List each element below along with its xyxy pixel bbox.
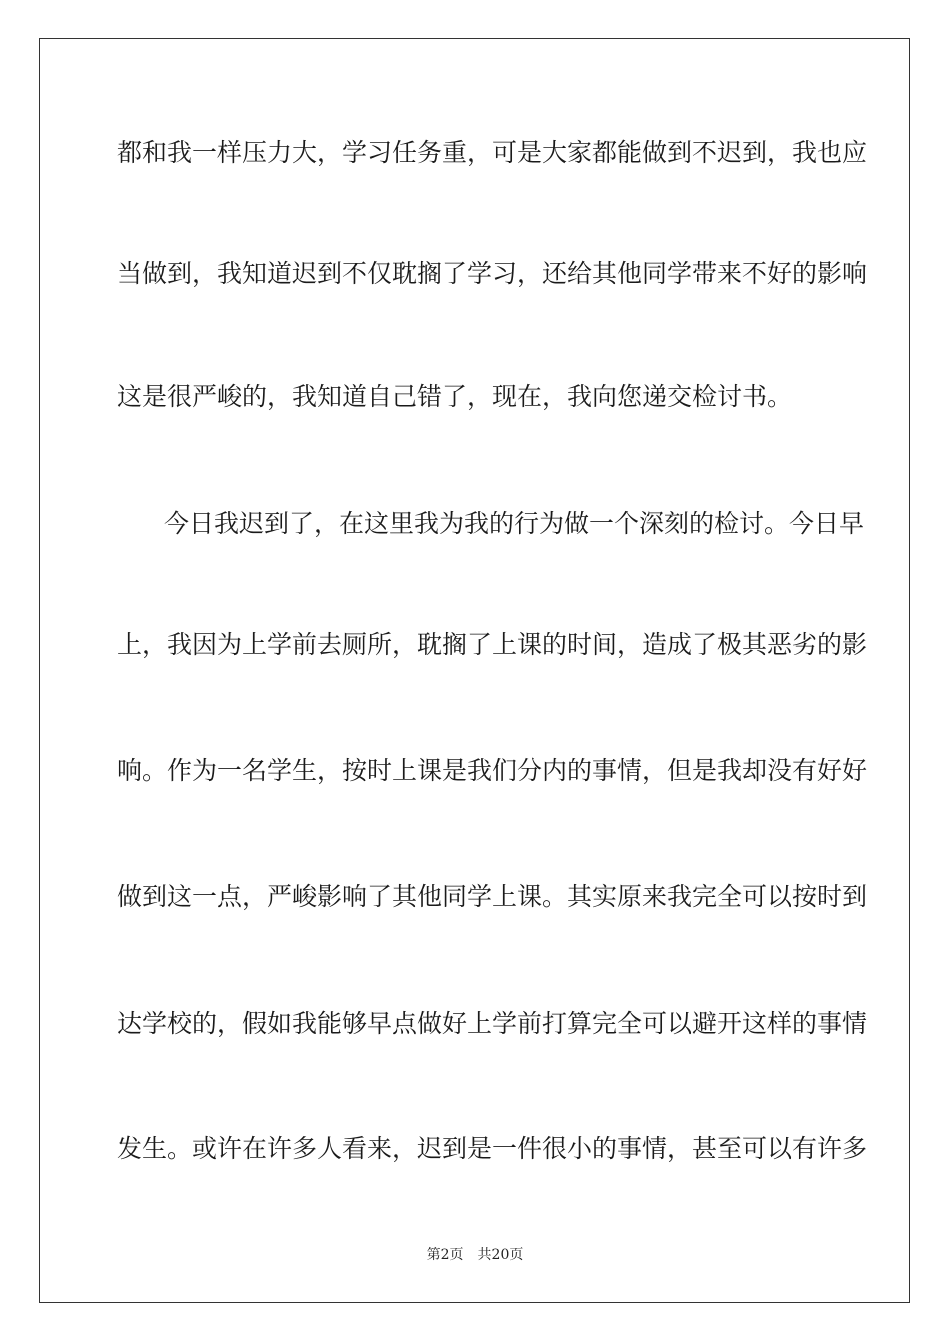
paragraph-first-line: 今日我迟到了，在这里我为我的行为做一个深刻的检讨。今日早 [164, 509, 865, 538]
body-text-line: 做到这一点，严峻影响了其他同学上课。其实原来我完全可以按时到 [117, 882, 868, 911]
body-text-line: 上，我因为上学前去厕所，耽搁了上课的时间，造成了极其恶劣的影 [117, 630, 868, 659]
page-total: 共20页 [477, 1247, 524, 1263]
body-text-line: 这是很严峻的，我知道自己错了，现在，我向您递交检讨书。 [117, 382, 793, 411]
body-text-line: 响。作为一名学生，按时上课是我们分内的事情，但是我却没有好好 [117, 756, 868, 785]
body-text-line: 发生。或许在许多人看来，迟到是一件很小的事情，甚至可以有许多 [117, 1134, 868, 1163]
page-footer [0, 1246, 950, 1264]
body-text-line: 都和我一样压力大，学习任务重，可是大家都能做到不迟到，我也应 [117, 138, 868, 167]
body-text-line: 当做到，我知道迟到不仅耽搁了学习，还给其他同学带来不好的影响 [117, 259, 868, 288]
page-border [39, 38, 910, 1303]
page-number: 第2页 [426, 1247, 464, 1263]
body-text-line: 达学校的，假如我能够早点做好上学前打算完全可以避开这样的事情 [117, 1009, 868, 1038]
